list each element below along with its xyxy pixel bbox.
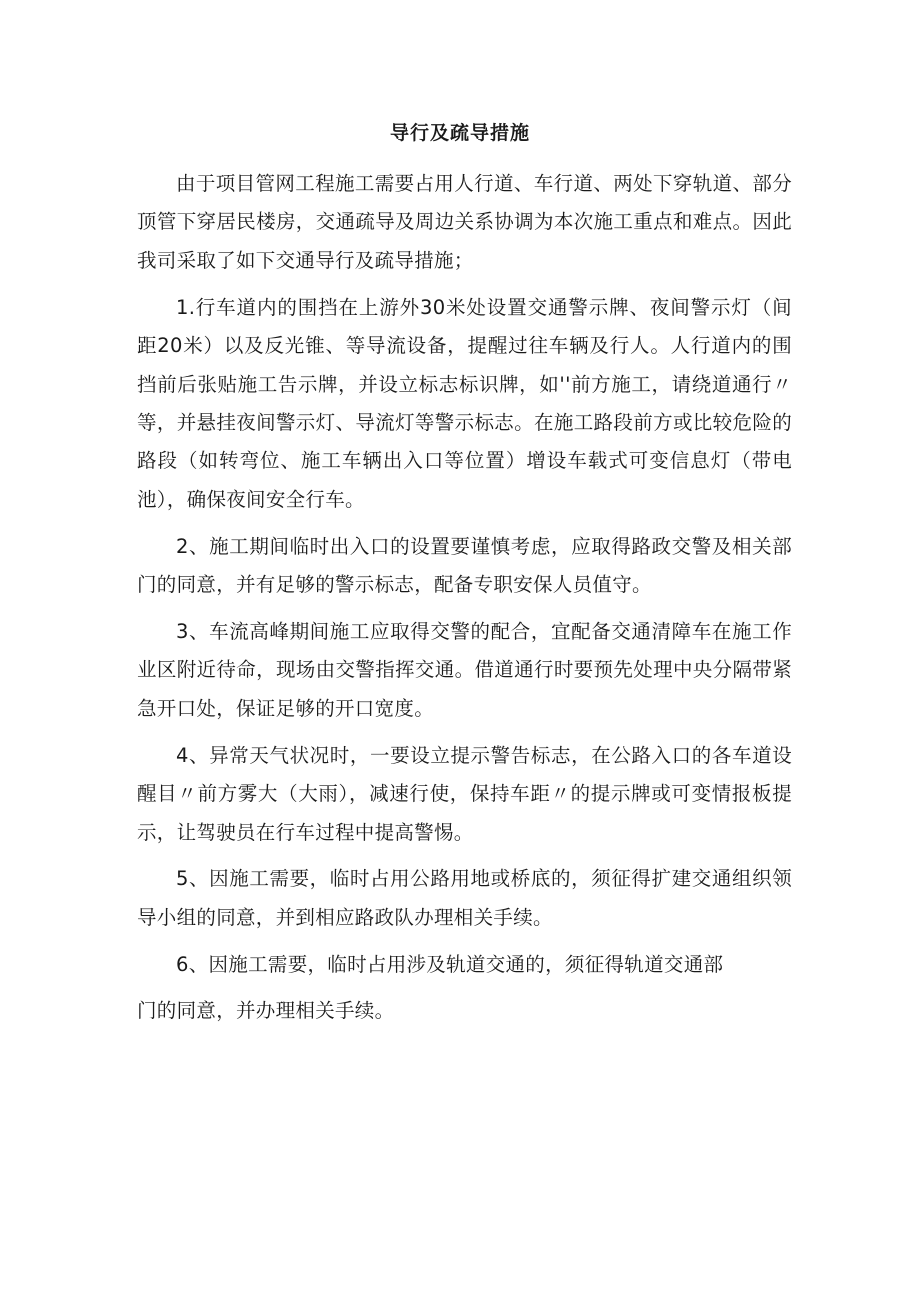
measure-item-5: 5、因施工需要，临时占用公路用地或桥底的，须征得扩建交通组织领导小组的同意，并到相应路政队办理相关手续。 — [137, 867, 792, 929]
measure-item-6-line-2: 门的同意，并办理相关手续。 — [137, 999, 395, 1023]
measure-item-6 — [137, 946, 792, 1031]
measure-item-4: 4、异常天气状况时，一要设立提示警告标志，在公路入口的各车道设醒目〃前方雾大（大雨），减速行使，保持车距〃的提示牌或可变情报板提示，让驾驶员在行车过程中提高警惕。 — [137, 743, 792, 844]
measure-item-6-line-1: 6、因施工需要，临时占用涉及轨道交通的，须征得轨道交通部 — [176, 952, 724, 976]
document-title: 导行及疏导措施 — [389, 122, 530, 144]
measure-item-3: 3、车流高峰期间施工应取得交警的配合，宜配备交通清障车在施工作业区附近待命，现场由交警指挥交通。借道通行时要预先处理中央分隔带紧急开口处，保证足够的开口宽度。 — [137, 619, 792, 720]
measure-item-1: 1.行车道内的围挡在上游外30米处设置交通警示牌、夜间警示灯（间距20米）以及反光锥、等导流设备，提醒过往车辆及行人。人行道内的围挡前后张贴施工告示牌，并设立标志标识牌，如''前方施工，请绕道通行〃等，并悬挂夜间警示灯、导流灯等警示标志。在施工路段前方或比较危险的路段（如转弯位、施工车辆出入口等位置）增设车载式可变信息灯（带电池），确保夜间安全行车。 — [137, 295, 792, 511]
measure-item-2: 2、施工期间临时出入口的设置要谨慎考虑，应取得路政交警及相关部门的同意，并有足够的警示标志，配备专职安保人员值守。 — [137, 534, 792, 597]
intro-paragraph: 由于项目管网工程施工需要占用人行道、车行道、两处下穿轨道、部分顶管下穿居民楼房，交通疏导及周边关系协调为本次施工重点和难点。因此我司采取了如下交通导行及疏导措施； — [137, 172, 792, 272]
document-body — [137, 165, 792, 1031]
